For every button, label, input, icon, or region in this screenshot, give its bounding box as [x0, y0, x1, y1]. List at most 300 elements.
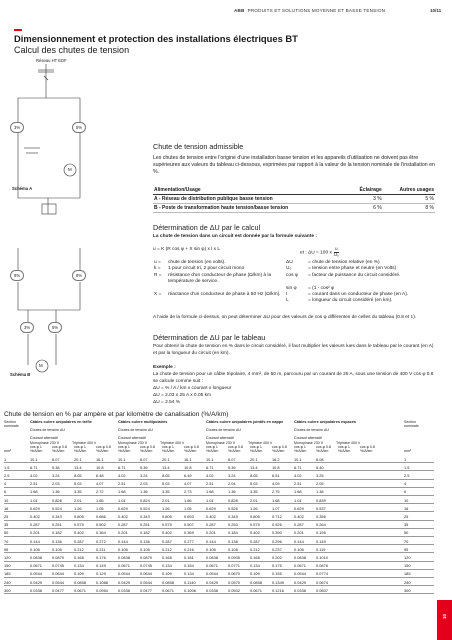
- value-cell: 0.0477: [140, 587, 152, 593]
- section-cell: 150: [4, 563, 11, 569]
- value-cell: 0.134: [162, 563, 172, 569]
- section-cell: 1.5: [4, 464, 10, 470]
- col-alimentation: Alimentation/Usage: [153, 186, 348, 195]
- cos-header: cos φ 0.8: [228, 445, 243, 449]
- table-row: [4, 463, 434, 471]
- value-cell: 0.0502: [228, 587, 240, 593]
- value-cell: 0.264: [316, 522, 326, 528]
- group-current: Courant alternatif: [294, 436, 322, 441]
- cos-header: cos φ 1: [74, 445, 86, 449]
- value-cell: 5.38: [52, 464, 60, 470]
- unit-left: mm²: [4, 449, 12, 454]
- definitions-table: [153, 260, 438, 305]
- value-cell: 4.02: [206, 472, 214, 478]
- value-cell: 3.24: [140, 472, 148, 478]
- value-cell: 10.1: [206, 456, 214, 462]
- header-section: PRODUITS ET SOLUTIONS MOYENNE ET BASSE TENSION: [247, 8, 386, 13]
- value-cell: 0.287: [74, 538, 84, 544]
- value-cell: 0.0838: [206, 554, 218, 560]
- value-cell: 0.575: [74, 522, 84, 528]
- value-cell: 6.49: [184, 472, 192, 478]
- value-cell: 2.51: [294, 481, 302, 487]
- value-cell: 1.05: [184, 505, 192, 511]
- value-cell: 8.07: [228, 456, 236, 462]
- value-cell: 0.168: [162, 554, 172, 560]
- value-cell: 2.03: [140, 481, 148, 487]
- section-cell: 50: [404, 530, 409, 536]
- section-cell: 10: [404, 497, 409, 503]
- value-cell: 0.0879: [140, 554, 152, 560]
- def-symbol: L: [286, 298, 289, 304]
- value-cell: 0.237: [272, 546, 282, 552]
- section-label-right: Section: [404, 420, 416, 424]
- value-cell: 0.0607: [316, 587, 328, 593]
- value-cell: 16.2: [272, 456, 280, 462]
- pct-badge-left: 3%: [10, 122, 24, 133]
- section-cell: 300: [404, 587, 411, 593]
- fraction-numerator: u: [335, 246, 338, 251]
- def-symbol: [153, 298, 167, 304]
- cos-header: cos φ 0.8: [96, 445, 111, 449]
- value-cell: 20.1: [162, 456, 170, 462]
- value-cell: 13.4: [250, 464, 258, 470]
- admissible-heading: Chute de tension admissible: [153, 142, 244, 151]
- section-cell: 120: [4, 554, 11, 560]
- value-cell: 0.287: [294, 522, 304, 528]
- group-current: Courant alternatif: [206, 436, 234, 441]
- value-cell: 0.287: [118, 522, 128, 528]
- example-title: Exemple :: [153, 365, 176, 370]
- unit-header: %/A/km: [96, 449, 109, 454]
- value-cell: 1.07: [272, 505, 280, 511]
- value-cell: 0.296: [272, 538, 282, 544]
- value-cell: 0.108: [228, 546, 238, 552]
- cos-header: cos φ 1: [338, 445, 350, 449]
- value-cell: 8.05: [250, 472, 258, 478]
- def-text: = courant dans un conducteur de phase (en A).: [308, 292, 409, 298]
- cos-header: cos φ 1: [162, 445, 174, 449]
- cos-header: cos φ 0.8: [52, 445, 67, 449]
- value-cell: 8.07: [52, 456, 60, 462]
- value-cell: 0.0644: [52, 571, 64, 577]
- value-cell: 0.201: [118, 530, 128, 536]
- section-cell: 240: [4, 579, 11, 585]
- value-cell: 0.155: [272, 571, 282, 577]
- section-cell: 16: [404, 505, 409, 511]
- unit-header: %/A/km: [228, 449, 241, 454]
- value-cell: 3.35: [162, 489, 170, 495]
- value-cell: 6.48: [96, 472, 104, 478]
- cos-header: cos φ 0.8: [360, 445, 375, 449]
- accent-bar: [14, 29, 22, 31]
- def-text: [167, 298, 285, 304]
- value-cell: 0.0858: [74, 579, 86, 585]
- value-cell: 0.144: [118, 538, 128, 544]
- value-cell: 0.168: [74, 554, 84, 560]
- value-cell: 4.07: [184, 481, 192, 487]
- table-row: [4, 488, 434, 496]
- value-cell: 0.287: [162, 538, 172, 544]
- value-cell: 0.0838: [30, 554, 42, 560]
- row-eclairage: 3 %: [348, 195, 383, 204]
- admissible-text: Les chutes de tension entre l'origine d'une installation basse tension et les appareils d'utilisation ne doivent pas être supérieures aux valeurs du tableau ci-dessous, exprimées par rapport à la valeur de la tension nominale de l'installation en %.: [153, 155, 435, 175]
- calc-help-text: A l'aide de la formule ci-dessus, on peut déterminer ΔU pour des valeurs de cos φ différentes de celles du tableau (0.8 et 1).: [153, 315, 417, 320]
- section-cell: 35: [4, 522, 9, 528]
- value-cell: 0.0544: [294, 571, 306, 577]
- value-cell: 3.25: [316, 472, 324, 478]
- section-label: Section: [4, 420, 16, 424]
- example-text: La chute de tension pour un câble tripolaire, 4 mm², de 50 m, parcouru par un courant de 25 A, sous une tension de 400 V cos φ 0.8 se calcule comme suit :: [153, 372, 434, 384]
- value-cell: 0.839: [316, 497, 326, 503]
- unit-header: %/A/km: [272, 449, 285, 454]
- value-cell: 0.175: [272, 563, 282, 569]
- example-line: ΔU = % / A / km x courant x longueur: [153, 386, 232, 391]
- def-text: réactance d'un conducteur de phase à 50 Hz (Ω/km).: [168, 292, 281, 298]
- value-cell: 0.1088: [96, 579, 108, 585]
- value-cell: 1.26: [162, 505, 170, 511]
- value-cell: 0.212: [74, 546, 84, 552]
- table-row: [4, 553, 434, 561]
- value-cell: 1.68: [294, 489, 302, 495]
- value-cell: 0.402: [162, 530, 172, 536]
- value-cell: 0.136: [140, 538, 150, 544]
- value-cell: 0.0671: [206, 563, 218, 569]
- def-text: résistance d'un conducteur de phase (Ω/km) à la température de service.: [168, 272, 272, 285]
- value-cell: 0.0671: [74, 587, 86, 593]
- table-row: [4, 512, 434, 520]
- value-cell: 0.0771: [228, 563, 240, 569]
- section-cell: 185: [4, 571, 11, 577]
- table-method-heading: Détermination de ΔU par le tableau: [153, 333, 266, 342]
- row-eclairage: 6 %: [348, 204, 383, 213]
- value-cell: 0.109: [74, 571, 84, 577]
- value-cell: 13.4: [162, 464, 170, 470]
- value-cell: 4.09: [272, 481, 280, 487]
- def-row: [153, 273, 438, 286]
- value-cell: 1.01: [30, 497, 38, 503]
- section-cell: 70: [4, 538, 9, 544]
- section-cell: 70: [404, 538, 409, 544]
- def-symbol: I: [286, 292, 288, 298]
- value-cell: 10.1: [294, 456, 302, 462]
- row-autres: 5 %: [383, 195, 435, 204]
- value-cell: 0.805: [250, 513, 260, 519]
- value-cell: 0.343: [140, 513, 150, 519]
- value-cell: 6.71: [118, 464, 126, 470]
- value-cell: 0.402: [250, 530, 260, 536]
- running-header: [234, 8, 385, 13]
- value-cell: 2.51: [30, 481, 38, 487]
- value-cell: 0.0429: [118, 579, 130, 585]
- value-cell: 0.0671: [118, 563, 130, 569]
- value-cell: 8.08: [316, 456, 324, 462]
- value-cell: 1.68: [30, 489, 38, 495]
- value-cell: 0.686: [96, 513, 106, 519]
- value-cell: 10.1: [118, 456, 126, 462]
- value-cell: 0.712: [272, 513, 282, 519]
- pct-badge-right: 5%: [72, 122, 86, 133]
- value-cell: 0.629: [206, 505, 216, 511]
- value-cell: 1.68: [272, 497, 280, 503]
- value-cell: 0.202: [272, 554, 282, 560]
- value-cell: 1.01: [294, 497, 302, 503]
- table-row: [4, 496, 434, 504]
- table-row: [4, 504, 434, 512]
- value-cell: 0.575: [162, 522, 172, 528]
- value-cell: 0.828: [228, 497, 238, 503]
- value-cell: 0.182: [52, 530, 62, 536]
- unit-right: mm²: [404, 449, 412, 454]
- value-cell: 0.0544: [140, 579, 152, 585]
- value-cell: 0.106: [206, 546, 216, 552]
- row-autres: 8 %: [383, 204, 435, 213]
- value-cell: 5.40: [316, 464, 324, 470]
- unit-header: %/A/km: [52, 449, 65, 454]
- value-cell: 0.106: [118, 546, 128, 552]
- def-text: = chute de tension relative (en %): [308, 260, 380, 265]
- table-row: [4, 545, 434, 553]
- section-cell: 240: [404, 579, 411, 585]
- section-cell: 16: [4, 505, 9, 511]
- section-cell: 95: [4, 546, 9, 552]
- value-cell: 0.629: [118, 505, 128, 511]
- section-cell: 1.5: [404, 464, 410, 470]
- chapter-tab-label: 10: [441, 614, 447, 619]
- value-cell: 3.35: [74, 489, 82, 495]
- value-cell: 0.106: [52, 546, 62, 552]
- def-text: = facteur de puissance du circuit considéré.: [308, 272, 401, 278]
- section-label: nominale: [4, 424, 19, 429]
- table-row: [4, 455, 434, 463]
- value-cell: 0.109: [250, 571, 260, 577]
- section-cell: 300: [4, 587, 11, 593]
- def-symbol: u =: [154, 260, 161, 265]
- def-symbol: k =: [154, 266, 161, 272]
- value-cell: 1.36: [52, 489, 60, 495]
- group-mono: Monophasé 230 V: [118, 440, 148, 445]
- table-method-text: Pour obtenir la chute de tension en % dans le circuit considéré, il faut multiplier les valeurs lues dans le tableau par le courant (en A) et par la longueur du circuit (en km).: [153, 344, 434, 356]
- value-cell: 0.1216: [272, 587, 284, 593]
- value-cell: 2.01: [162, 497, 170, 503]
- row-label: A - Réseau de distribution publique basse tension: [153, 195, 348, 204]
- section-cell: 35: [404, 522, 409, 528]
- calc-formula: u = K (R cos φ + X sin φ) x l x L: [153, 247, 221, 252]
- value-cell: 20.1: [250, 456, 258, 462]
- section-label-right: nominale: [404, 424, 419, 429]
- voltage-drop-table: [4, 420, 434, 600]
- value-cell: 8.05: [74, 472, 82, 478]
- value-cell: 5.39: [228, 464, 236, 470]
- value-cell: 0.826: [52, 497, 62, 503]
- value-cell: 0.0544: [30, 571, 42, 577]
- value-cell: 5.03: [250, 481, 258, 487]
- value-cell: 2.05: [316, 481, 324, 487]
- value-cell: 0.212: [250, 546, 260, 552]
- row-label: B - Poste de transformation haute tension/basse tension: [153, 204, 348, 213]
- value-cell: 0.181: [184, 554, 194, 560]
- value-cell: 10.8: [184, 464, 192, 470]
- group-subtitle: Chutes de tension ΔU: [30, 428, 65, 433]
- cos-header: cos φ 0.8: [184, 445, 199, 449]
- value-cell: 4.02: [30, 472, 38, 478]
- value-cell: 0.144: [294, 538, 304, 544]
- group-title: Câbles cuivre unipolaires jointifs en nappe: [206, 420, 284, 424]
- section-cell: 6: [404, 489, 407, 495]
- value-cell: 8.07: [140, 456, 148, 462]
- table-row: [153, 204, 435, 213]
- value-cell: 4.07: [96, 481, 104, 487]
- value-cell: 13.4: [74, 464, 82, 470]
- value-cell: 0.0477: [52, 587, 64, 593]
- value-cell: 0.0429: [294, 579, 306, 585]
- value-cell: 0.0336: [206, 587, 218, 593]
- value-cell: 0.195: [316, 530, 326, 536]
- group-tri: Triphasé 400 V: [336, 440, 361, 445]
- value-cell: 0.0644: [140, 571, 152, 577]
- schema-a-lines: [8, 58, 128, 223]
- def-symbol: cos φ: [286, 272, 298, 278]
- value-cell: 0.0838: [118, 554, 130, 560]
- value-cell: 0.1010: [316, 554, 328, 560]
- value-cell: 0.343: [52, 513, 62, 519]
- value-cell: 0.0670: [228, 571, 240, 577]
- page-subtitle: Calcul des chutes de tension: [14, 45, 130, 55]
- value-cell: 0.402: [118, 513, 128, 519]
- value-cell: 0.0544: [52, 579, 64, 585]
- calc-heading: Détermination de ΔU par le calcul: [153, 223, 261, 232]
- table-row: [4, 521, 434, 529]
- value-cell: 2.04: [228, 481, 236, 487]
- value-cell: 6.71: [206, 464, 214, 470]
- col-eclairage: Éclairage: [348, 186, 383, 195]
- value-cell: 0.149: [316, 538, 326, 544]
- value-cell: 1.65: [96, 497, 104, 503]
- value-cell: 1.66: [184, 497, 192, 503]
- def-row: [153, 298, 438, 304]
- value-cell: 5.03: [74, 481, 82, 487]
- cos-header: cos φ 1: [30, 445, 42, 449]
- value-cell: 0.369: [184, 530, 194, 536]
- section-cell: 25: [404, 513, 409, 519]
- value-cell: 1.01: [206, 497, 214, 503]
- section-cell: 4: [404, 481, 407, 487]
- value-cell: 16.1: [96, 456, 104, 462]
- value-cell: 0.356: [316, 513, 326, 519]
- def-text: = tension entre phase et neutre (en Volts): [308, 266, 397, 272]
- group-mono: Monophasé 230 V: [206, 440, 236, 445]
- network-label: Réseau HT EDF: [36, 58, 67, 63]
- value-cell: 2.01: [74, 497, 82, 503]
- group-current: Courant alternatif: [118, 436, 146, 441]
- value-cell: 4.02: [118, 472, 126, 478]
- value-cell: 2.01: [250, 497, 258, 503]
- value-cell: 0.154: [184, 563, 194, 569]
- cos-header: cos φ 1: [118, 445, 130, 449]
- pct-badge-1: 8%: [10, 270, 24, 281]
- chapter-tab: [437, 600, 452, 640]
- value-cell: 0.201: [206, 530, 216, 536]
- value-cell: 0.138: [228, 538, 238, 544]
- cos-header: cos φ 1: [294, 445, 306, 449]
- unit-header: %/A/km: [338, 449, 351, 454]
- def-text: chute de tension (en volts).: [168, 260, 226, 265]
- group-current: Courant alternatif: [30, 436, 58, 441]
- value-cell: 0.0905: [228, 554, 240, 560]
- value-cell: 20.1: [74, 456, 82, 462]
- value-cell: 0.0544: [118, 571, 130, 577]
- value-cell: 0.211: [96, 546, 106, 552]
- table-row: [4, 570, 434, 578]
- value-cell: 0.502: [96, 522, 106, 528]
- value-cell: 0.287: [250, 538, 260, 544]
- value-cell: 0.251: [140, 522, 150, 528]
- value-cell: 0.251: [52, 522, 62, 528]
- fraction-denominator: U₀: [333, 251, 339, 257]
- value-cell: 0.0336: [294, 587, 306, 593]
- unit-header: %/A/km: [74, 449, 87, 454]
- group-tri: Triphasé 400 V: [248, 440, 273, 445]
- group-subtitle: Chutes de tension ΔU: [206, 428, 241, 433]
- table-row: [4, 562, 434, 570]
- schema-b-diagram: [8, 240, 128, 400]
- value-cell: 0.0858: [162, 579, 174, 585]
- value-cell: 0.524: [140, 505, 150, 511]
- value-cell: 0.805: [74, 513, 84, 519]
- table-row: [4, 529, 434, 537]
- def-symbol: U₀: [286, 266, 292, 272]
- motor-symbol: M: [68, 167, 72, 172]
- col-autres: Autres usages: [383, 186, 435, 195]
- def-text: = longueur du circuit considéré (en km).: [308, 298, 393, 304]
- value-cell: 0.182: [140, 530, 150, 536]
- value-cell: 1.68: [206, 489, 214, 495]
- value-cell: 0.201: [30, 530, 40, 536]
- group-title: Câbles cuivre multipolaires: [118, 420, 168, 424]
- table-row: [4, 471, 434, 479]
- value-cell: 0.824: [140, 497, 150, 503]
- cos-header: cos φ 0.8: [140, 445, 155, 449]
- unit-header: %/A/km: [360, 449, 373, 454]
- value-cell: 0.0671: [294, 563, 306, 569]
- value-cell: 1.38: [316, 489, 324, 495]
- group-tri: Triphasé 400 V: [72, 440, 97, 445]
- section-cell: 50: [4, 530, 9, 536]
- value-cell: 0.526: [272, 522, 282, 528]
- value-cell: 0.402: [30, 513, 40, 519]
- value-cell: 0.0671: [250, 587, 262, 593]
- value-cell: 3.35: [250, 489, 258, 495]
- value-cell: 2.03: [52, 481, 60, 487]
- section-cell: 10: [4, 497, 9, 503]
- table-row: [4, 537, 434, 545]
- value-cell: 0.526: [228, 505, 238, 511]
- section-cell: 2.5: [4, 472, 10, 478]
- value-cell: 2.72: [96, 489, 104, 495]
- value-cell: 2.51: [206, 481, 214, 487]
- def-symbol: R =: [154, 272, 162, 278]
- value-cell: 0.0674: [316, 579, 328, 585]
- value-cell: 0.134: [184, 571, 194, 577]
- cos-header: cos φ 1: [250, 445, 262, 449]
- schema-a-diagram: [8, 58, 128, 223]
- def-text: 1 pour circuit tri, 2 pour circuit mono: [168, 266, 245, 272]
- unit-header: %/A/km: [250, 449, 263, 454]
- value-cell: 0.149: [96, 563, 106, 569]
- schema-b-caption: Schéma B: [10, 372, 31, 377]
- value-cell: 1.36: [228, 489, 236, 495]
- brand-label: ABB: [234, 8, 245, 13]
- group-tri: Triphasé 400 V: [160, 440, 185, 445]
